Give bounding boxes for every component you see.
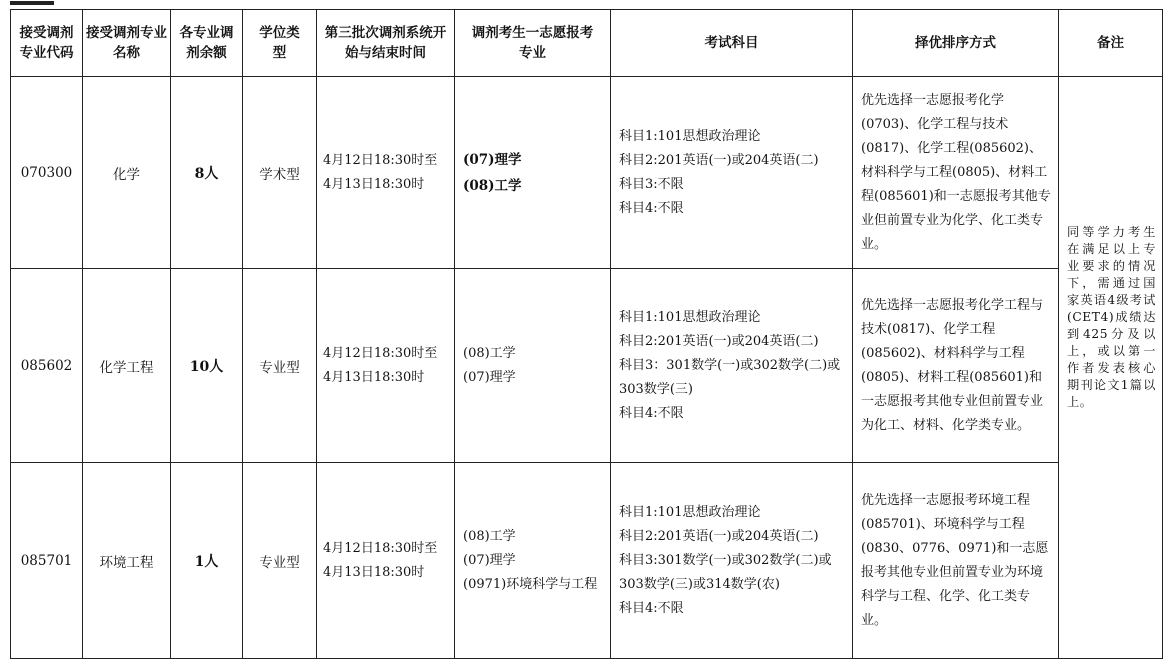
row-first-choice: (07)理学 (08)工学 — [455, 77, 611, 269]
table-row — [11, 269, 1163, 463]
row-name: 环境工程 — [83, 463, 171, 659]
row-ranking: 优先选择一志愿报考化学工程与技术(0817)、化学工程(085602)、材料科学与工程(0805)、材料工程(085601)和一志愿报考其他专业但前置专业为化工、材料、化学类专业。 — [853, 269, 1059, 463]
adjustment-table — [10, 9, 1163, 659]
row-name: 化学工程 — [83, 269, 171, 463]
header-code: 接受调剂专业代码 — [11, 10, 83, 77]
row-first-choice: (08)工学 (07)理学 (0971)环境科学与工程 — [455, 463, 611, 659]
header-row — [11, 10, 1163, 77]
row-quota: 8人 — [171, 77, 243, 269]
header-time: 第三批次调剂系统开始与结束时间 — [317, 10, 455, 77]
row-degree: 专业型 — [243, 463, 317, 659]
row-first-choice: (08)工学 (07)理学 — [455, 269, 611, 463]
header-degree: 学位类型 — [243, 10, 317, 77]
row-name: 化学 — [83, 77, 171, 269]
row-code: 070300 — [11, 77, 83, 269]
table-row — [11, 77, 1163, 269]
row-quota: 1人 — [171, 463, 243, 659]
row-time: 4月12日18:30时至 4月13日18:30时 — [317, 77, 455, 269]
row-degree: 学术型 — [243, 77, 317, 269]
row-ranking: 优先选择一志愿报考环境工程(085701)、环境科学与工程(0830、0776、0971)和一志愿报考其他专业但前置专业为环境科学与工程、化学、化工类专业。 — [853, 463, 1059, 659]
row-subjects: 科目1:101思想政治理论 科目2:201英语(一)或204英语(二) 科目3:301数学(一)或302数学(二)或303数学(三)或314数学(农) 科目4:不限 — [611, 463, 853, 659]
header-subjects: 考试科目 — [611, 10, 853, 77]
row-code: 085602 — [11, 269, 83, 463]
header-name: 接受调剂专业名称 — [83, 10, 171, 77]
header-note: 备注 — [1059, 10, 1163, 77]
row-time: 4月12日18:30时至 4月13日18:30时 — [317, 463, 455, 659]
row-subjects: 科目1:101思想政治理论 科目2:201英语(一)或204英语(二) 科目3:不限 科目4:不限 — [611, 77, 853, 269]
header-ranking: 择优排序方式 — [853, 10, 1059, 77]
row-quota: 10人 — [171, 269, 243, 463]
header-first-choice: 调剂考生一志愿报考专业 — [455, 10, 611, 77]
note-cell: 同等学力考生在满足以上专业要求的情况下，需通过国家英语4级考试(CET4)成绩达到425分及以上，或以第一作者发表核心期刊论文1篇以上。 — [1059, 77, 1163, 659]
row-time: 4月12日18:30时至 4月13日18:30时 — [317, 269, 455, 463]
row-subjects: 科目1:101思想政治理论 科目2:201英语(一)或204英语(二) 科目3：301数学(一)或302数学(二)或303数学(三) 科目4:不限 — [611, 269, 853, 463]
corner-mark — [10, 1, 54, 5]
row-ranking: 优先选择一志愿报考化学(0703)、化学工程与技术(0817)、化学工程(085602)、材料科学与工程(0805)、材料工程(085601)和一志愿报考其他专业但前置专业为化学、化工类专业。 — [853, 77, 1059, 269]
row-code: 085701 — [11, 463, 83, 659]
row-degree: 专业型 — [243, 269, 317, 463]
header-quota: 各专业调剂余额 — [171, 10, 243, 77]
table-row — [11, 463, 1163, 659]
